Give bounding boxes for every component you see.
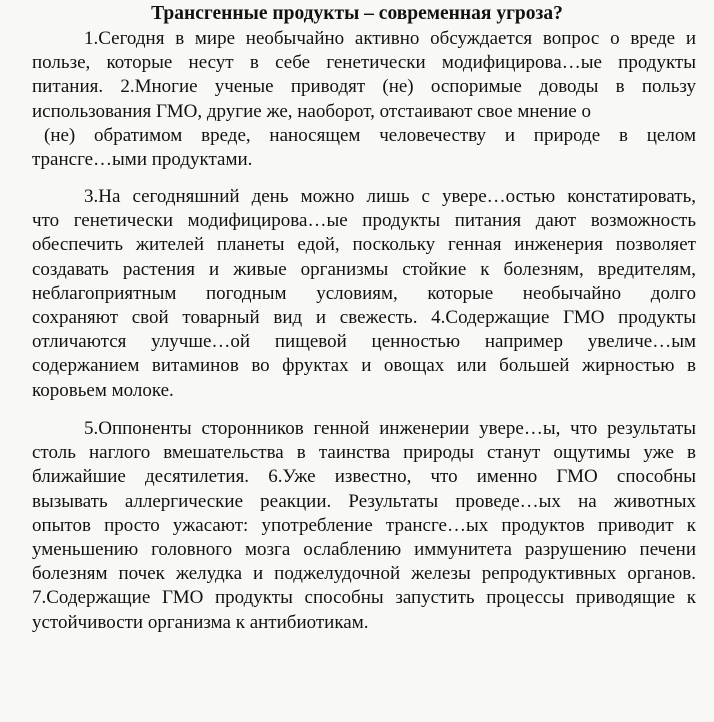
text-line: 7.Содержащие ГМО продукты способны запустить процессы приводящие к — [32, 587, 696, 609]
text-line: неблагоприятным погодным условиям, которые необычайно долго — [32, 282, 696, 304]
text-line: ближайшие десятилетия. 6.Уже известно, что именно ГМО способны — [32, 466, 696, 488]
text-line: сохраняют свой товарный вид и свежесть. 4.Содержащие ГМО продукты — [32, 306, 696, 328]
text-line: (не) обратимом вреде, наносящем человечеству и природе в целом — [44, 124, 696, 146]
text-line: пользе, которые несут в себе генетически модифицирова…ые продукты — [32, 52, 696, 74]
text-line: уменьшению головного мозга ослаблению иммунитета разрушению печени — [32, 538, 696, 560]
text-line: устойчивости организма к антибиотикам. — [32, 611, 369, 633]
text-line: отличаются улучше…ой пищевой ценностью например увеличе…ым — [32, 331, 696, 353]
document-title: Трансгенные продукты – современная угроза? — [151, 3, 563, 24]
paragraph-1 — [32, 27, 696, 172]
text-line: создавать растения и живые организмы стойкие к болезням, вредителям, — [32, 258, 696, 280]
text-line: коровьем молоке. — [32, 379, 174, 401]
text-line: 5.Оппоненты сторонников генной инженерии увере…ы, что результаты — [84, 418, 696, 439]
text-line: трансге…ыми продуктами. — [32, 148, 253, 170]
text-line: питания. 2.Многие ученые приводят (не) оспоримые доводы в пользу — [32, 76, 696, 98]
text-line: болезням почек желудка и поджелудочной железы репродуктивных органов. — [32, 563, 696, 585]
text-line: содержанием витаминов во фруктах и овощах или большей жирностью в — [32, 355, 696, 377]
text-line: 1.Сегодня в мире необычайно активно обсуждается вопрос о вреде и — [84, 28, 696, 49]
text-line: что генетически модифицирова…ые продукты питания дают возможность — [32, 210, 696, 232]
text-line: вызывать аллергические реакции. Результаты проведе…ых на животных — [32, 490, 696, 512]
text-line: столь наглого вмешательства в таинства природы станут ощутимы уже в — [32, 442, 696, 464]
text-line: использования ГМО, другие же, наоборот, отстаивают свое мнение о — [32, 100, 591, 122]
text-line: 3.На сегодняшний день можно лишь с увере…остью констатировать, — [84, 186, 696, 207]
text-line: обеспечить жителей планеты едой, поскольку генная инженерия позволяет — [32, 234, 696, 256]
paragraph-2 — [32, 185, 696, 403]
text-line: опытов просто ужасают: употребление трансге…ых продуктов приводит к — [32, 514, 696, 536]
paragraph-3 — [32, 417, 696, 635]
